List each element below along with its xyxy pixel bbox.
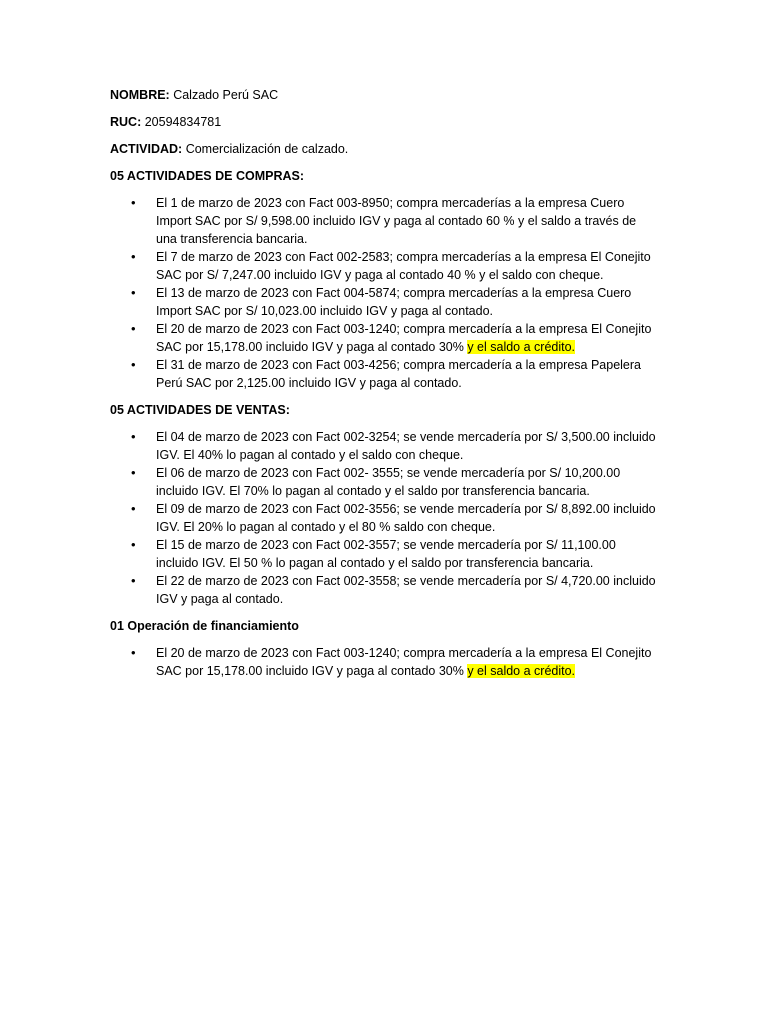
- nombre-label: NOMBRE:: [110, 88, 170, 102]
- list-item-text: El 22 de marzo de 2023 con Fact 002-3558; se vende mercadería por S/ 4,720.00 incluido IGV y paga al contado.: [156, 574, 656, 606]
- list-item-text: El 7 de marzo de 2023 con Fact 002-2583; compra mercaderías a la empresa El Conejito SAC por S/ 7,247.00 incluido IGV y paga al contado 40 % y el saldo con cheque.: [156, 250, 651, 282]
- bullet-icon: •: [131, 573, 136, 588]
- bullet-icon: •: [131, 429, 136, 444]
- list-item-text: El 04 de marzo de 2023 con Fact 002-3254; se vende mercadería por S/ 3,500.00 incluido IGV. El 40% lo pagan al contado y el saldo con cheque.: [156, 430, 656, 462]
- bullet-icon: •: [131, 195, 136, 210]
- financiamiento-list: [110, 644, 658, 680]
- list-item: [110, 644, 658, 680]
- bullet-icon: •: [131, 285, 136, 300]
- list-item: [110, 572, 658, 608]
- bullet-icon: •: [131, 537, 136, 552]
- list-item-text: El 09 de marzo de 2023 con Fact 002-3556; se vende mercadería por S/ 8,892.00 incluido IGV. El 20% lo pagan al contado y el 80 % saldo con cheque.: [156, 502, 656, 534]
- list-item: [110, 536, 658, 572]
- bullet-icon: •: [131, 501, 136, 516]
- highlighted-text: y el saldo a crédito.: [467, 664, 576, 678]
- bullet-icon: •: [131, 321, 136, 336]
- bullet-icon: •: [131, 357, 136, 372]
- list-item-text: El 20 de marzo de 2023 con Fact 003-1240; compra mercadería a la empresa El Conejito SAC por 15,178.00 incluido IGV y paga al contado 30%: [156, 646, 652, 678]
- bullet-icon: •: [131, 465, 136, 480]
- list-item: [110, 248, 658, 284]
- nombre-value: Calzado Perú SAC: [169, 88, 279, 102]
- list-item: [110, 356, 658, 392]
- list-item: [110, 500, 658, 536]
- list-item: [110, 464, 658, 500]
- document-page: [110, 86, 658, 689]
- actividad-value: Comercialización de calzado.: [182, 142, 349, 156]
- list-item: [110, 320, 658, 356]
- list-item: [110, 284, 658, 320]
- bullet-icon: •: [131, 645, 136, 660]
- compras-list: [110, 194, 658, 392]
- ventas-heading: 05 ACTIVIDADES DE VENTAS:: [110, 403, 290, 417]
- ruc-field: [110, 113, 658, 131]
- actividad-label: ACTIVIDAD:: [110, 142, 183, 156]
- ventas-list: [110, 428, 658, 608]
- list-item-text: El 13 de marzo de 2023 con Fact 004-5874; compra mercaderías a la empresa Cuero Import SAC por S/ 10,023.00 incluido IGV y paga al contado.: [156, 286, 632, 318]
- list-item: [110, 428, 658, 464]
- compras-heading: 05 ACTIVIDADES DE COMPRAS:: [110, 169, 305, 183]
- nombre-field: [110, 86, 658, 104]
- list-item-text: El 06 de marzo de 2023 con Fact 002- 3555; se vende mercadería por S/ 10,200.00 incluido IGV. El 70% lo pagan al contado y el saldo por transferencia bancaria.: [156, 466, 621, 498]
- bullet-icon: •: [131, 249, 136, 264]
- list-item-text: El 20 de marzo de 2023 con Fact 003-1240; compra mercadería a la empresa El Conejito SAC por 15,178.00 incluido IGV y paga al contado 30%: [156, 322, 652, 354]
- actividad-field: [110, 140, 658, 158]
- highlighted-text: y el saldo a crédito.: [467, 340, 576, 354]
- ruc-value: 20594834781: [141, 115, 222, 129]
- list-item: [110, 194, 658, 248]
- financiamiento-heading: 01 Operación de financiamiento: [110, 619, 299, 633]
- list-item-text: El 1 de marzo de 2023 con Fact 003-8950; compra mercaderías a la empresa Cuero Import SAC por S/ 9,598.00 incluido IGV y paga al contado 60 % y el saldo a través de una transferencia bancaria.: [156, 196, 637, 246]
- list-item-text: El 31 de marzo de 2023 con Fact 003-4256; compra mercadería a la empresa Papelera Perú SAC por 2,125.00 incluido IGV y paga al contado.: [156, 358, 641, 390]
- list-item-text: El 15 de marzo de 2023 con Fact 002-3557; se vende mercadería por S/ 11,100.00 incluido IGV. El 50 % lo pagan al contado y el saldo por transferencia bancaria.: [156, 538, 616, 570]
- ruc-label: RUC:: [110, 115, 142, 129]
